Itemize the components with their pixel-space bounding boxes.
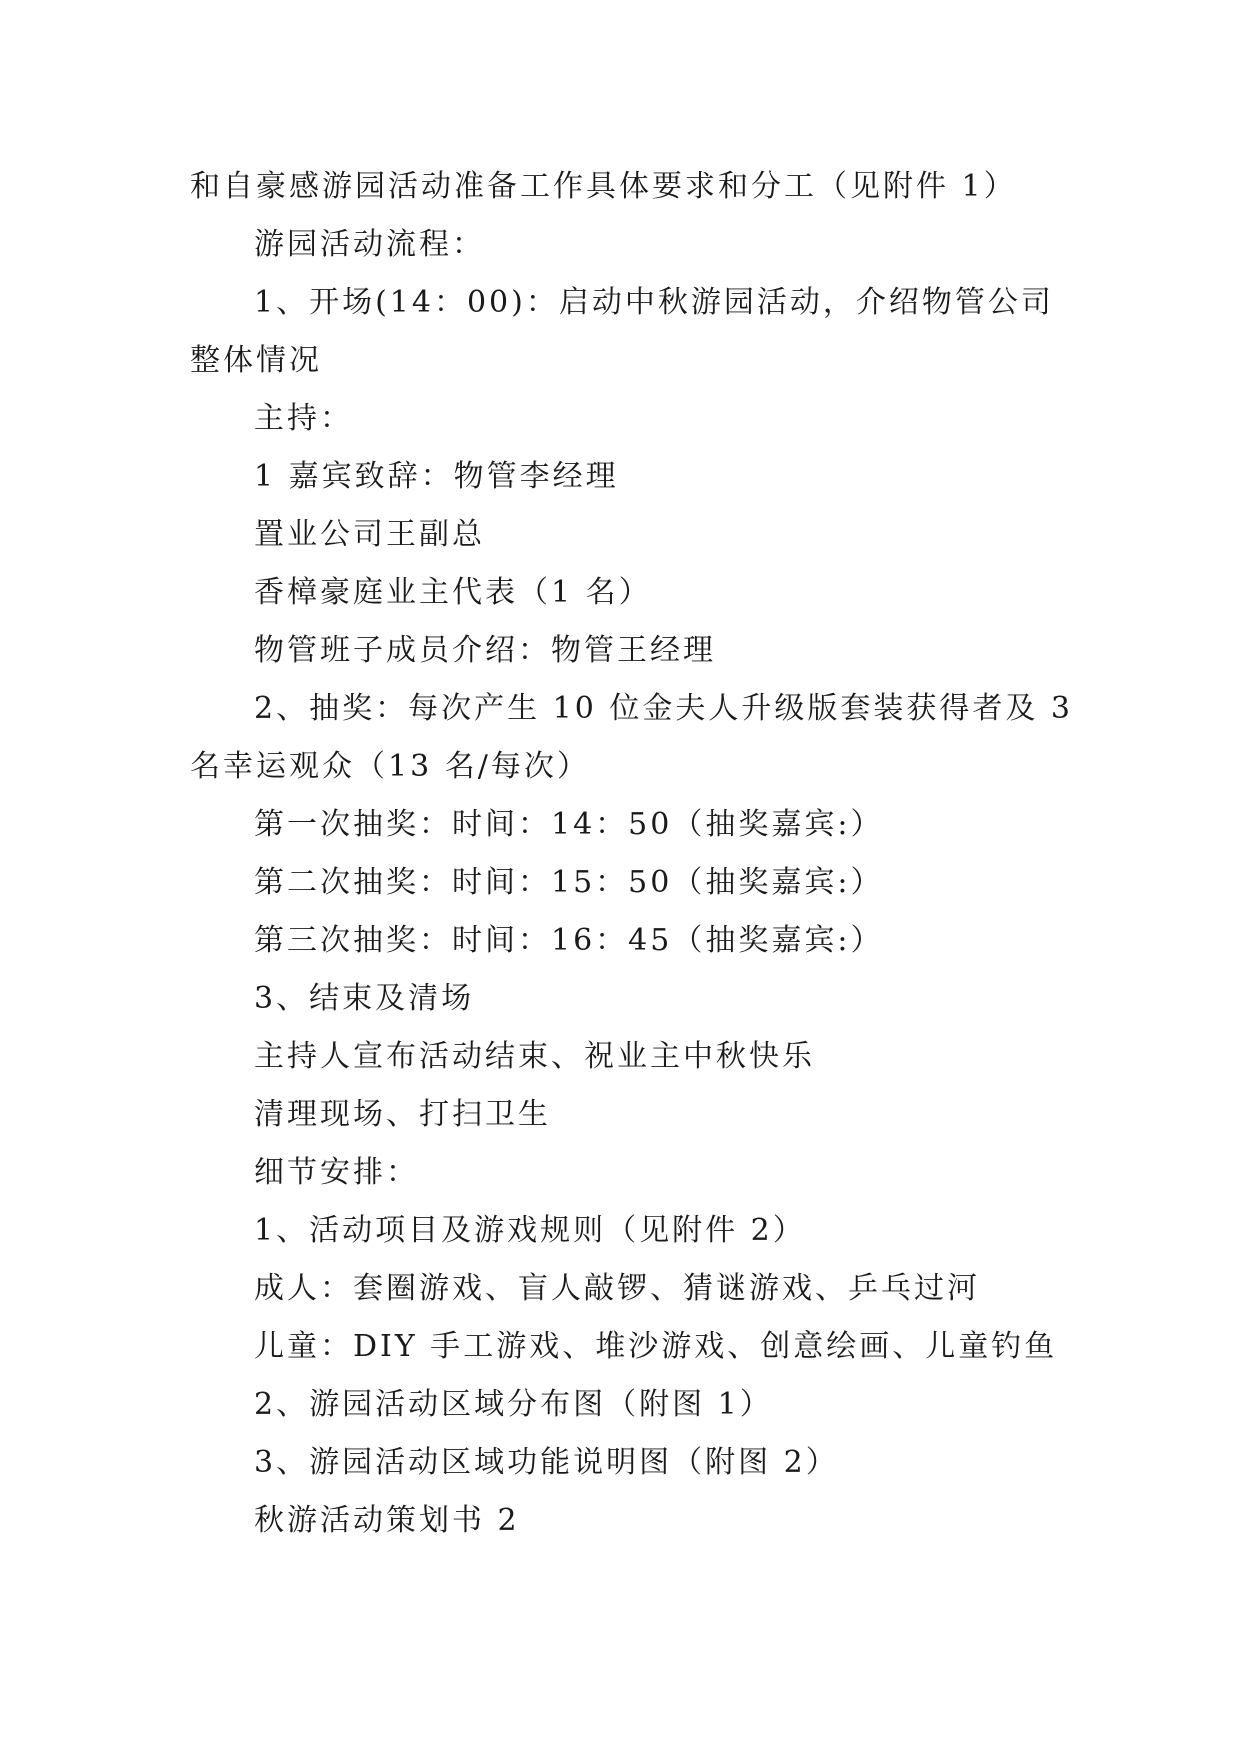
document-body <box>190 158 1073 1550</box>
text-line: 第二次抽奖：时间：15：50（抽奖嘉宾:） <box>254 865 884 900</box>
text-line: 置业公司王副总 <box>254 517 485 552</box>
text-line: 成人：套圈游戏、盲人敲锣、猜谜游戏、乒乓过河 <box>254 1271 980 1306</box>
text-line: 和自豪感游园活动准备工作具体要求和分工（见附件 1） <box>190 169 1017 204</box>
text-line: 3、游园活动区域功能说明图（附图 2） <box>254 1445 839 1480</box>
text-line: 2、抽奖：每次产生 10 位金夫人升级版套装获得者及 3 <box>254 691 1073 726</box>
text-line: 1、活动项目及游戏规则（见附件 2） <box>254 1213 806 1248</box>
text-line: 香樟豪庭业主代表（1 名） <box>254 575 652 610</box>
text-line: 儿童：DIY 手工游戏、堆沙游戏、创意绘画、儿童钓鱼 <box>254 1329 1058 1364</box>
text-line: 秋游活动策划书 2 <box>254 1503 520 1538</box>
text-line: 3、结束及清场 <box>254 981 475 1016</box>
text-line: 1、开场(14：00)：启动中秋游园活动，介绍物管公司 <box>254 285 1054 320</box>
text-line: 游园活动流程： <box>254 227 485 262</box>
text-line: 主持人宣布活动结束、祝业主中秋快乐 <box>254 1039 815 1074</box>
text-line: 第三次抽奖：时间：16：45（抽奖嘉宾:） <box>254 923 884 958</box>
text-line: 细节安排： <box>254 1155 419 1190</box>
text-line: 整体情况 <box>190 343 322 378</box>
text-line: 主持： <box>254 401 353 436</box>
text-line: 2、游园活动区域分布图（附图 1） <box>254 1387 773 1422</box>
text-line: 名幸运观众（13 名/每次） <box>190 749 590 784</box>
text-line: 第一次抽奖：时间：14：50（抽奖嘉宾:） <box>254 807 884 842</box>
text-line: 物管班子成员介绍：物管王经理 <box>254 633 716 668</box>
text-line: 清理现场、打扫卫生 <box>254 1097 551 1132</box>
text-line: 1 嘉宾致辞：物管李经理 <box>254 459 619 494</box>
